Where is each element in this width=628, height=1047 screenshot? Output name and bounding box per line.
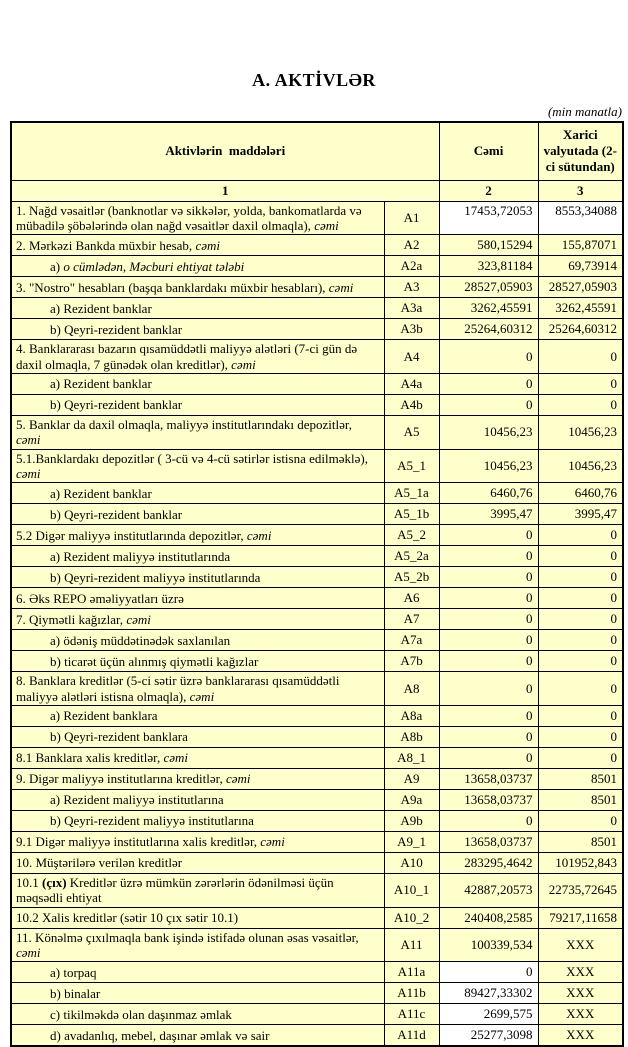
item-label-part: a) Rezident banklara <box>50 708 158 724</box>
item-label-part: 10.1 <box>16 875 42 891</box>
table-row <box>11 630 623 651</box>
table-row <box>11 546 623 567</box>
table-row <box>11 874 623 908</box>
item-label-part: 8.1 Banklara xalis kreditlər, <box>16 750 164 766</box>
total-value: 0 <box>439 706 538 727</box>
table-row <box>11 727 623 748</box>
foreign-currency-value: 155,87071 <box>538 235 623 256</box>
item-label <box>11 567 384 588</box>
total-value: 0 <box>439 811 538 832</box>
item-label-part: 10. Müştərilərə verilən kreditlər <box>16 855 183 871</box>
item-label <box>11 609 384 630</box>
item-label <box>11 1004 384 1025</box>
foreign-currency-value: 0 <box>538 340 623 374</box>
item-code: A6 <box>384 588 439 609</box>
item-label-part: 4. Banklararası bazarın qısamüddətli maliyyə alətləri (7-ci gün də daxil olmaqla, 7 günədək olan kreditlər), <box>16 341 358 372</box>
total-value: 0 <box>439 748 538 769</box>
item-label <box>11 832 384 853</box>
item-code: A1 <box>384 201 439 235</box>
total-value: 3995,47 <box>439 504 538 525</box>
item-code: A8b <box>384 727 439 748</box>
total-value: 17453,72053 <box>439 201 538 235</box>
item-label <box>11 651 384 672</box>
asset-rows <box>11 201 623 1046</box>
total-value: 283295,4642 <box>439 853 538 874</box>
foreign-currency-value: 0 <box>538 748 623 769</box>
item-label-part: 1. Nağd vəsaitlər (banknotlar və sikkələr, yolda, bankomatlarda və mübadilə şöbələrində olan nağd vəsaitlər daxil olmaqla), <box>16 202 362 234</box>
item-label-part: b) Qeyri-rezident banklara <box>50 729 188 745</box>
item-code: A5_1 <box>384 449 439 483</box>
item-label-part: a) Rezident banklar <box>50 300 152 316</box>
item-label-part: a) Rezident banklar <box>50 485 152 501</box>
item-code: A4b <box>384 395 439 416</box>
table-row <box>11 483 623 504</box>
item-label-part: b) Qeyri-rezident maliyyə institutlarına <box>50 813 254 829</box>
total-value: 0 <box>439 588 538 609</box>
total-value: 0 <box>439 567 538 588</box>
header-foreign: Xarici valyutada (2-ci sütundan) <box>538 122 623 180</box>
total-value: 0 <box>439 630 538 651</box>
item-label <box>11 449 384 483</box>
foreign-currency-value: 3995,47 <box>538 504 623 525</box>
item-label <box>11 546 384 567</box>
item-label-part: b) Qeyri-rezident maliyyə institutlarında <box>50 569 261 585</box>
total-value: 0 <box>439 651 538 672</box>
total-value: 0 <box>439 727 538 748</box>
total-value: 0 <box>439 525 538 546</box>
table-row <box>11 449 623 483</box>
item-label <box>11 727 384 748</box>
page-title: A. AKTİVLƏR <box>252 70 376 90</box>
total-value: 25277,3098 <box>439 1025 538 1047</box>
header-total: Cəmi <box>439 122 538 180</box>
item-label-part: b) Qeyri-rezident banklar <box>50 506 183 522</box>
table-row <box>11 319 623 340</box>
table-row <box>11 374 623 395</box>
item-label-part: cəmi <box>16 466 41 482</box>
item-label <box>11 748 384 769</box>
table-row <box>11 567 623 588</box>
item-code: A3b <box>384 319 439 340</box>
item-label-part: cəmi <box>163 750 189 766</box>
item-label-part: a) Rezident maliyyə institutlarına <box>50 792 224 808</box>
foreign-currency-value: 28527,05903 <box>538 277 623 298</box>
total-value: 0 <box>439 672 538 706</box>
item-code: A3a <box>384 298 439 319</box>
item-label-part: o cümlədən, Məcburi ehtiyat tələbi <box>63 258 245 274</box>
foreign-currency-value: 6460,76 <box>538 483 623 504</box>
table-row <box>11 1004 623 1025</box>
total-value: 100339,534 <box>439 928 538 962</box>
table-row <box>11 811 623 832</box>
foreign-currency-value: 79217,11658 <box>538 907 623 928</box>
table-row <box>11 928 623 962</box>
table-row <box>11 395 623 416</box>
item-code: A7b <box>384 651 439 672</box>
table-row <box>11 907 623 928</box>
item-code: A11d <box>384 1025 439 1047</box>
foreign-currency-value: XXX <box>538 1025 623 1047</box>
total-value: 25264,60312 <box>439 319 538 340</box>
item-label-part: cəmi <box>126 611 151 627</box>
total-value: 13658,03737 <box>439 769 538 790</box>
item-code: A5_1a <box>384 483 439 504</box>
header-col-num-3: 3 <box>538 180 623 201</box>
header-row <box>11 122 623 180</box>
item-code: A5_2a <box>384 546 439 567</box>
item-label <box>11 235 384 256</box>
foreign-currency-value: 0 <box>538 651 623 672</box>
item-label-part: Kreditlər üzrə mümkün zərərlərin ödənilməsi üçün məqsədli ehtiyat <box>16 875 334 906</box>
table-row <box>11 832 623 853</box>
total-value: 13658,03737 <box>439 832 538 853</box>
item-label <box>11 525 384 546</box>
item-label <box>11 416 384 450</box>
foreign-currency-value: XXX <box>538 1004 623 1025</box>
item-label <box>11 630 384 651</box>
foreign-currency-value: 0 <box>538 588 623 609</box>
total-value: 6460,76 <box>439 483 538 504</box>
foreign-currency-value: 69,73914 <box>538 256 623 277</box>
item-code: A9b <box>384 811 439 832</box>
item-label-part: b) binalar <box>50 985 101 1001</box>
foreign-currency-value: 10456,23 <box>538 416 623 450</box>
item-label <box>11 874 384 908</box>
item-label <box>11 811 384 832</box>
total-value: 89427,33302 <box>439 983 538 1004</box>
foreign-currency-value: 0 <box>538 525 623 546</box>
total-value: 0 <box>439 374 538 395</box>
foreign-currency-value: 101952,843 <box>538 853 623 874</box>
foreign-currency-value: XXX <box>538 983 623 1004</box>
item-label-part: 2. Mərkəzi Bankda müxbir hesab, <box>16 237 196 253</box>
table-row <box>11 962 623 983</box>
foreign-currency-value: 0 <box>538 630 623 651</box>
header-col-num-2: 2 <box>439 180 538 201</box>
item-code: A9_1 <box>384 832 439 853</box>
table-row <box>11 1025 623 1047</box>
foreign-currency-value: 25264,60312 <box>538 319 623 340</box>
item-code: A2a <box>384 256 439 277</box>
table-header <box>11 122 623 201</box>
table-row <box>11 298 623 319</box>
item-label <box>11 790 384 811</box>
item-label-part: cəmi <box>189 688 215 704</box>
foreign-currency-value: 22735,72645 <box>538 874 623 908</box>
item-label-part: 9.1 Digər maliyyə institutlarına xalis kreditlər, <box>16 834 261 850</box>
foreign-currency-value: 8501 <box>538 769 623 790</box>
item-label-part: 3. "Nostro" hesabları (başqa banklardakı müxbir hesabları), <box>16 279 329 295</box>
item-code: A10_2 <box>384 907 439 928</box>
item-code: A7 <box>384 609 439 630</box>
foreign-currency-value: 0 <box>538 672 623 706</box>
item-label <box>11 374 384 395</box>
item-label-part: a) ödəniş müddətinədək saxlanılan <box>50 632 231 648</box>
item-label <box>11 907 384 928</box>
item-label-part: cəmi <box>328 279 354 295</box>
item-code: A8 <box>384 672 439 706</box>
item-label-part: d) avadanlıq, mebel, daşınar əmlak və sair <box>50 1027 270 1043</box>
item-label <box>11 201 384 235</box>
item-code: A11b <box>384 983 439 1004</box>
item-label-part: 8. Banklara kreditlər (5-ci sətir üzrə banklararası qısamüddətli maliyyə alətləri istisna olmaqla), <box>16 673 340 704</box>
item-label <box>11 672 384 706</box>
item-label-part: c) tikilməkdə olan daşınmaz əmlak <box>50 1006 232 1022</box>
item-code: A9 <box>384 769 439 790</box>
table-row <box>11 790 623 811</box>
item-label-part: a) Rezident banklar <box>50 376 152 392</box>
foreign-currency-value: 8501 <box>538 790 623 811</box>
table-row <box>11 588 623 609</box>
item-label <box>11 298 384 319</box>
table-row <box>11 853 623 874</box>
table-row <box>11 340 623 374</box>
item-code: A11 <box>384 928 439 962</box>
item-label-part: 9. Digər maliyyə institutlarına kreditlər, <box>16 771 226 787</box>
total-value: 0 <box>439 962 538 983</box>
table-row <box>11 201 623 235</box>
item-label <box>11 277 384 298</box>
table-row <box>11 277 623 298</box>
item-label-part: 10.2 Xalis kreditlər (sətir 10 çıx sətir 10.1) <box>16 910 239 926</box>
table-row <box>11 769 623 790</box>
item-code: A5_1b <box>384 504 439 525</box>
item-code: A8_1 <box>384 748 439 769</box>
total-value: 0 <box>439 340 538 374</box>
total-value: 2699,575 <box>439 1004 538 1025</box>
item-code: A11c <box>384 1004 439 1025</box>
item-code: A5_2 <box>384 525 439 546</box>
foreign-currency-value: 0 <box>538 546 623 567</box>
item-label-part: 5. Banklar da daxil olmaqla, maliyyə institutlarındakı depozitlər, <box>16 417 352 433</box>
item-label <box>11 962 384 983</box>
foreign-currency-value: 0 <box>538 727 623 748</box>
item-label <box>11 769 384 790</box>
item-code: A10_1 <box>384 874 439 908</box>
total-value: 3262,45591 <box>439 298 538 319</box>
item-label <box>11 706 384 727</box>
foreign-currency-value: 10456,23 <box>538 449 623 483</box>
unit-note: (min manatla) <box>547 104 622 119</box>
item-code: A3 <box>384 277 439 298</box>
table-row <box>11 672 623 706</box>
item-label <box>11 504 384 525</box>
item-code: A4 <box>384 340 439 374</box>
item-label <box>11 340 384 374</box>
item-label <box>11 483 384 504</box>
table-row <box>11 256 623 277</box>
total-value: 28527,05903 <box>439 277 538 298</box>
item-label-part: 11. Könəlmə çıxılmaqla bank işində istifadə olunan əsas vəsaitlər, <box>16 929 359 945</box>
item-label-part: 5.2 Digər maliyyə institutlarında depozitlər, <box>16 527 247 543</box>
table-row <box>11 609 623 630</box>
table-row <box>11 651 623 672</box>
item-label <box>11 1025 384 1047</box>
foreign-currency-value: 3262,45591 <box>538 298 623 319</box>
item-label-part: cəmi <box>231 356 256 372</box>
item-code: A7a <box>384 630 439 651</box>
total-value: 10456,23 <box>439 449 538 483</box>
item-label-part: 6. Əks REPO əməliyyatları üzrə <box>16 590 184 606</box>
foreign-currency-value: XXX <box>538 962 623 983</box>
item-label-part: cəmi <box>195 237 220 253</box>
item-code: A8a <box>384 706 439 727</box>
table-row <box>11 416 623 450</box>
foreign-currency-value: 0 <box>538 609 623 630</box>
item-label <box>11 395 384 416</box>
header-number-row <box>11 180 623 201</box>
foreign-currency-value: 8553,34088 <box>538 201 623 235</box>
total-value: 10456,23 <box>439 416 538 450</box>
foreign-currency-value: 0 <box>538 567 623 588</box>
header-col-num-1: 1 <box>11 180 439 201</box>
item-code: A4a <box>384 374 439 395</box>
total-value: 13658,03737 <box>439 790 538 811</box>
item-code: A5_2b <box>384 567 439 588</box>
item-label <box>11 983 384 1004</box>
foreign-currency-value: 0 <box>538 374 623 395</box>
total-value: 240408,2585 <box>439 907 538 928</box>
item-label-part: cəmi <box>16 432 41 448</box>
total-value: 0 <box>439 395 538 416</box>
foreign-currency-value: 8501 <box>538 832 623 853</box>
table-row <box>11 235 623 256</box>
item-label <box>11 319 384 340</box>
total-value: 323,81184 <box>439 256 538 277</box>
item-label-part: a) <box>50 258 64 274</box>
item-label-part: cəmi <box>16 945 41 961</box>
item-label <box>11 588 384 609</box>
item-label-part: cəmi <box>314 218 339 234</box>
item-label-part: 7. Qiymətli kağızlar, <box>16 611 127 627</box>
item-label-part: 5.1.Banklardakı depozitlər ( 3-cü və 4-cü sətirlər istisna edilməklə), <box>16 450 368 466</box>
item-label-part: a) Rezident maliyyə institutlarında <box>50 548 231 564</box>
table-row <box>11 525 623 546</box>
item-code: A5 <box>384 416 439 450</box>
foreign-currency-value: 0 <box>538 811 623 832</box>
table-row <box>11 706 623 727</box>
table-row <box>11 748 623 769</box>
foreign-currency-value: 0 <box>538 706 623 727</box>
item-label-part: b) Qeyri-rezident banklar <box>50 321 183 337</box>
item-code: A2 <box>384 235 439 256</box>
total-value: 42887,20573 <box>439 874 538 908</box>
item-code: A10 <box>384 853 439 874</box>
header-items: Aktivlərin maddələri <box>11 122 439 180</box>
item-label <box>11 928 384 962</box>
total-value: 0 <box>439 609 538 630</box>
item-label-part: cəmi <box>225 771 251 787</box>
foreign-currency-value: 0 <box>538 395 623 416</box>
total-value: 580,15294 <box>439 235 538 256</box>
item-label <box>11 256 384 277</box>
assets-table <box>10 121 624 1047</box>
item-label <box>11 853 384 874</box>
item-label-part: b) ticarət üçün alınmış qiymətli kağızlar <box>50 653 259 669</box>
item-label-part: b) Qeyri-rezident banklar <box>50 397 183 413</box>
table-row <box>11 983 623 1004</box>
item-code: A11a <box>384 962 439 983</box>
total-value: 0 <box>439 546 538 567</box>
foreign-currency-value: XXX <box>538 928 623 962</box>
item-label-part: (çıx) <box>42 875 67 891</box>
item-label-part: cəmi <box>260 834 285 850</box>
item-label-part: a) torpaq <box>50 964 97 980</box>
item-code: A9a <box>384 790 439 811</box>
table-row <box>11 504 623 525</box>
item-label-part: cəmi <box>246 527 272 543</box>
